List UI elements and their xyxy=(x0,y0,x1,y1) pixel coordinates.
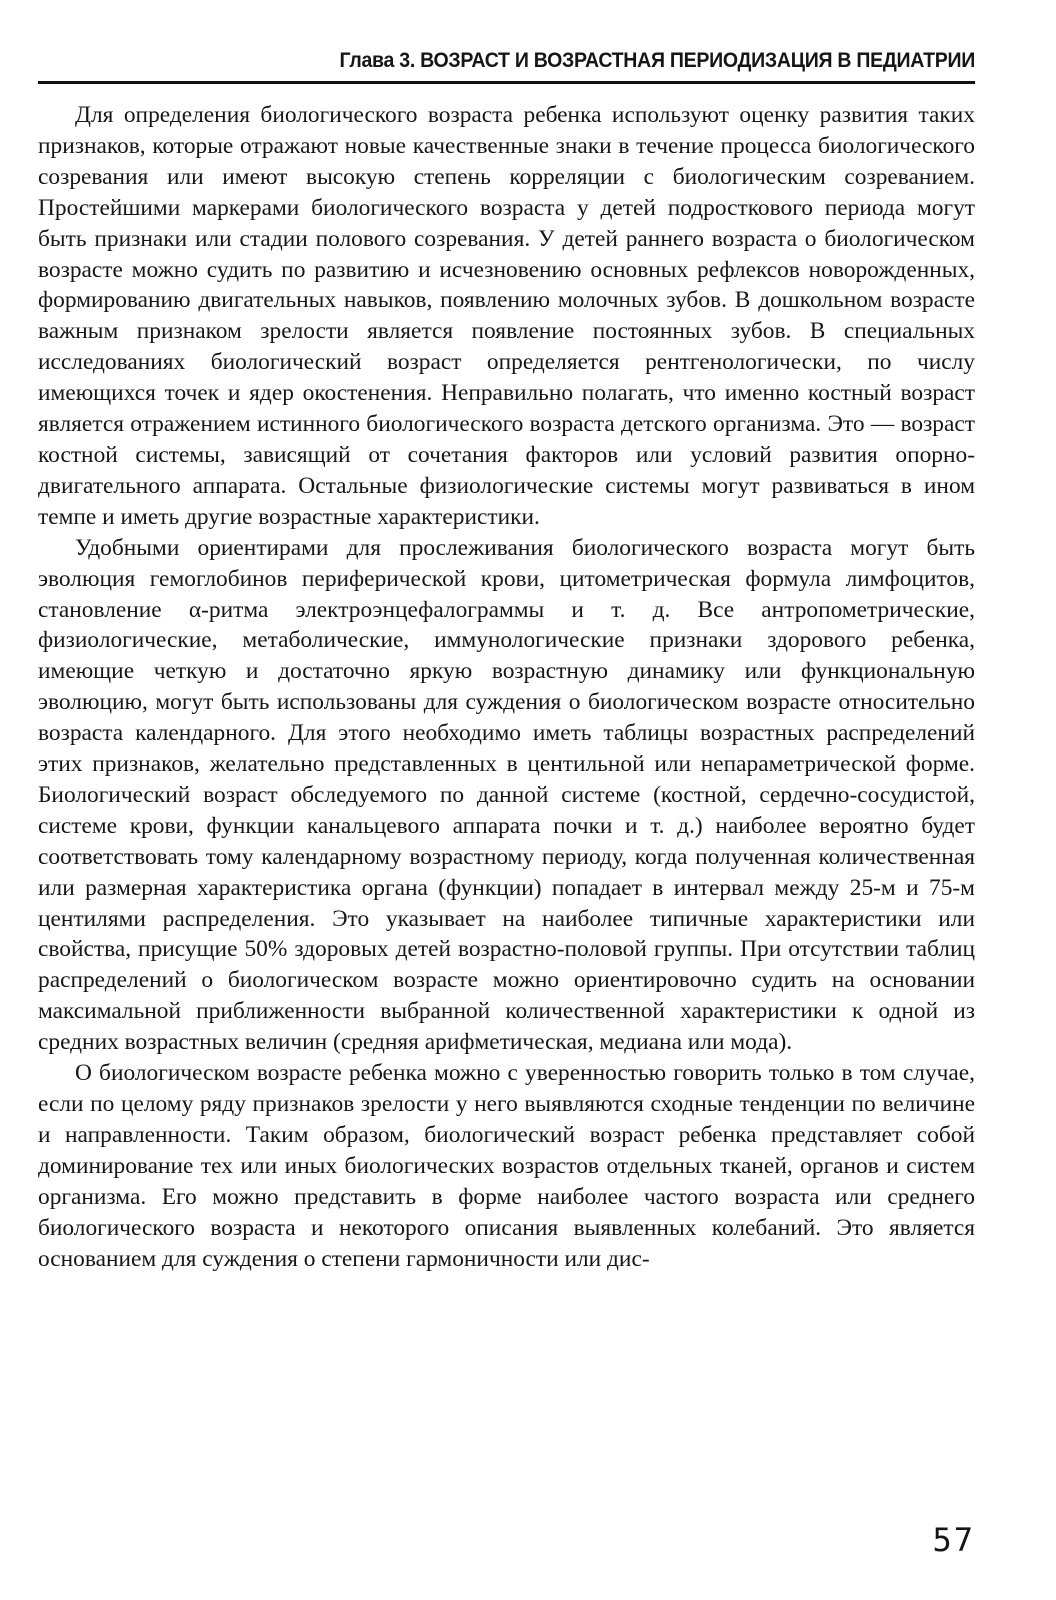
paragraph-3: О биологическом возрасте ребенка можно с уверенностью говорить только в том случае, если по целому ряду признаков зрелости у него выявляются сходные тенденции по величине и направленности. Таким образом, биологический возраст ребенка представляет собой доминирование тех или иных биологических возрастов отдельных тканей, органов и систем организма. Его можно представить в форме наиболее частого возраста или среднего биологического возраста и некоторого описания выявленных колебаний. Это является основанием для суждения о степени гармоничности или дис- xyxy=(38,1060,975,1272)
paragraph-1: Для определения биологического возраста ребенка используют оценку развития таких признаков, которые отражают новые качественные знаки в течение процесса биологического созревания или имеют высокую степень корреляции с биологическим созреванием. Простейшими маркерами биологического возраста у детей подросткового периода могут быть признаки или стадии полового созревания. У детей раннего возраста о биологическом возрасте можно судить по развитию и исчезновению основных рефлексов новорожденных, формированию двигательных навыков, появлению молочных зубов. В дошкольном возрасте важным признаком зрелости является появление постоянных зубов. В специальных исследованиях биологический возраст определяется рентгенологически, по числу имеющихся точек и ядер окостенения. Неправильно полагать, что именно костный возраст является отражением истинного биологического возраста детского организма. Это — возраст костной системы, зависящий от сочетания факторов или условий развития опорно-двигательного аппарата. Остальные физиологические системы могут развиваться в ином темпе и иметь другие возрастные характеристики. xyxy=(38,102,975,530)
running-header: Глава 3. ВОЗРАСТ И ВОЗРАСТНАЯ ПЕРИОДИЗАЦИЯ В ПЕДИАТРИИ xyxy=(339,49,975,72)
body-text xyxy=(38,100,975,1274)
page-number: 57 xyxy=(932,1521,975,1559)
paragraph-2: Удобными ориентирами для прослеживания биологического возраста могут быть эволюция гемоглобинов периферической крови, цитометрическая формула лимфоцитов, становление α-ритма электроэнцефалограммы и т. д. Все антропометрические, физиологические, метаболические, иммунологические признаки здорового ребенка, имеющие четкую и достаточно яркую возрастную динамику или функциональную эволюцию, могут быть использованы для суждения о биологическом возрасте относительно возраста календарного. Для этого необходимо иметь таблицы возрастных распределений этих признаков, желательно представленных в центильной или непараметрической форме. Биологический возраст обследуемого по данной системе (костной, сердечно-сосудистой, системе крови, функции канальцевого аппарата почки и т. д.) наиболее вероятно будет соответствовать тому календарному возрастному периоду, когда полученная количественная или размерная характеристика органа (функции) попадает в интервал между 25-м и 75-м центилями распределения. Это указывает на наиболее типичные характеристики или свойства, присущие 50% здоровых детей возрастно-половой группы. При отсутствии таблиц распределений о биологическом возрасте можно ориентировочно судить на основании максимальной приближенности выбранной количественной характеристики к одной из средних возрастных величин (средняя арифметическая, медиана или мода). xyxy=(38,534,975,1056)
header-rule xyxy=(38,81,975,84)
book-page xyxy=(38,48,975,1568)
